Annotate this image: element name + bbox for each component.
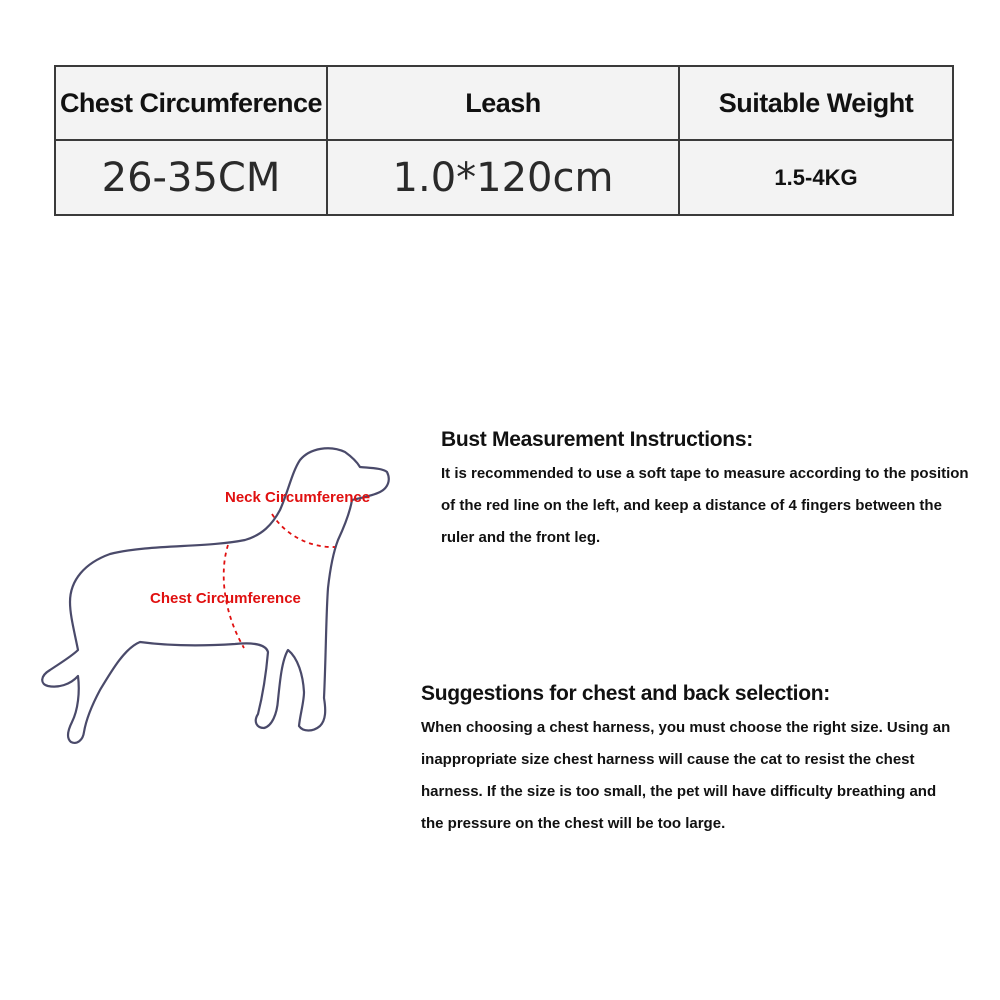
suggestion-section-title: Suggestions for chest and back selection: (421, 682, 830, 705)
table-value-row (55, 140, 953, 215)
bust-section-title: Bust Measurement Instructions: (441, 428, 753, 451)
neck-measure-line (272, 514, 335, 547)
bust-line: of the red line on the left, and keep a distance of 4 fingers between the (441, 497, 942, 514)
value-leash: 1.0*120cm (327, 140, 679, 215)
header-leash: Leash (327, 66, 679, 140)
header-chest-circumference: Chest Circumference (55, 66, 327, 140)
header-suitable-weight: Suitable Weight (679, 66, 953, 140)
bust-line: It is recommended to use a soft tape to measure according to the position (441, 465, 969, 482)
neck-circumference-label: Neck Circumference (225, 489, 371, 506)
dog-measurement-diagram (0, 430, 420, 760)
bust-measurement-section (441, 428, 989, 554)
bust-section-body (441, 458, 989, 554)
bust-line: ruler and the front leg. (441, 529, 601, 546)
table-header-row (55, 66, 953, 140)
value-suitable-weight: 1.5-4KG (679, 140, 953, 215)
suggestion-line: harness. If the size is too small, the pet will have difficulty breathing and (421, 783, 937, 800)
size-table (54, 65, 954, 216)
chest-circumference-label: Chest Circumference (150, 590, 301, 607)
suggestion-line: When choosing a chest harness, you must choose the right size. Using an (421, 719, 951, 736)
suggestion-line: inappropriate size chest harness will cause the cat to resist the chest (421, 751, 915, 768)
suggestion-line: the pressure on the chest will be too large. (421, 815, 726, 832)
suggestion-section-body (421, 712, 981, 840)
suggestion-section (421, 682, 981, 840)
value-chest-circumference: 26-35CM (55, 140, 327, 215)
